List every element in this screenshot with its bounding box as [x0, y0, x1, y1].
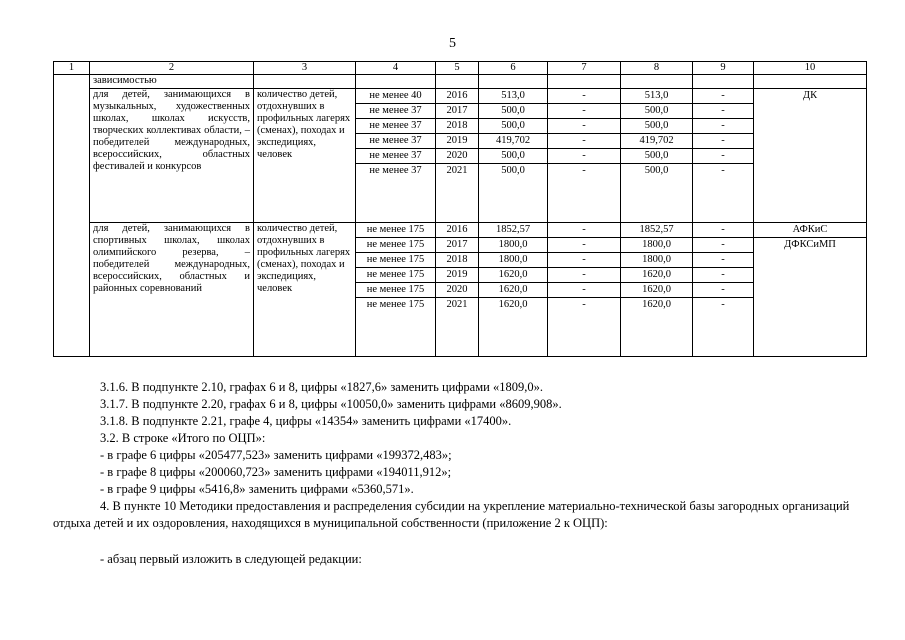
table-cell: -	[548, 238, 620, 253]
paragraph-3-1-8: 3.1.8. В подпункте 2.21, графе 4, цифры «14354» заменить цифрами «17400».	[100, 414, 512, 428]
year-cell	[436, 223, 479, 357]
table-cell: 1852,57	[479, 223, 547, 238]
table-cell: 419,702	[621, 134, 692, 149]
indicator-cell: количество детей, отдохнувших в профильных лагерях (сменах), походах и экспедициях, человек	[254, 89, 356, 223]
table-cell: -	[693, 253, 753, 268]
paragraph-3-1-6: 3.1.6. В подпункте 2.10, графах 6 и 8, цифры «1827,6» заменить цифрами «1809,0».	[100, 380, 543, 394]
table-cell: не менее 175	[356, 223, 435, 238]
page-number: 5	[449, 36, 456, 51]
table-cell: 500,0	[644, 165, 669, 176]
category-cell: для детей, занимающихся в спортивных школах, школах олимпийского резерва, – победителей международных, всероссийских, областных и районных соревнований	[90, 223, 254, 357]
table-cell: не менее 175	[356, 238, 435, 253]
local-cell	[693, 223, 754, 357]
table-cell: не менее 40	[356, 89, 435, 104]
table-cell: 1800,0	[479, 253, 547, 268]
table-cell: -	[548, 134, 620, 149]
col-header-10: 10	[754, 62, 867, 75]
regional-cell	[621, 223, 693, 357]
col-header-3: 3	[254, 62, 356, 75]
indicator-cell: количество детей, отдохнувших в профильных лагерях (сменах), походах и экспедициях, человек	[254, 223, 356, 357]
table-cell: 1620,0	[479, 283, 547, 298]
table-cell: не менее 37	[356, 104, 435, 119]
table-row-group	[54, 223, 867, 357]
table-cell: 1620,0	[621, 283, 692, 298]
continuation-text: зависимостью	[90, 75, 254, 89]
table-cell: -	[693, 283, 753, 298]
col-header-5: 5	[436, 62, 479, 75]
table-cell: -	[693, 238, 753, 253]
continuation-row	[54, 75, 867, 89]
table-cell: 2016	[436, 89, 478, 104]
executor-label: АФКиС	[754, 223, 866, 238]
paragraph-col9: - в графе 9 цифры «5416,8» заменить цифрами «5360,571».	[100, 482, 414, 496]
table-cell: 2017	[436, 238, 478, 253]
table-cell: 2018	[436, 119, 478, 134]
row-number-cell	[54, 75, 90, 357]
table-cell: -	[693, 268, 753, 283]
table-cell: 2021	[446, 165, 468, 176]
federal-cell	[548, 89, 621, 223]
col-header-9: 9	[693, 62, 754, 75]
table-cell: 513,0	[621, 89, 692, 104]
table-cell: 2020	[436, 149, 478, 164]
paragraph-3-1-7: 3.1.7. В подпункте 2.20, графах 6 и 8, цифры «10050,0» заменить цифрами «8609,908».	[100, 397, 562, 411]
regional-cell	[621, 89, 693, 223]
table-cell: не менее 37	[369, 165, 422, 176]
table-cell: 500,0	[621, 104, 692, 119]
table-cell: 2017	[436, 104, 478, 119]
table-cell: -	[582, 299, 586, 310]
table-cell: -	[721, 165, 725, 176]
table-cell: -	[693, 149, 753, 164]
col-header-6: 6	[479, 62, 548, 75]
table-cell: 513,0	[479, 89, 547, 104]
category-cell: для детей, занимающихся в музыкальных, художественных школах, школах искусств, творческих коллективах области, – победителей международных, всероссийских, областных фестивалей и конкурсов	[90, 89, 254, 223]
total-cell	[479, 89, 548, 223]
table-cell: 2021	[446, 299, 468, 310]
table-cell: 500,0	[479, 119, 547, 134]
col-header-1: 1	[54, 62, 90, 75]
table-cell: -	[693, 89, 753, 104]
paragraph-3-2: 3.2. В строке «Итого по ОЦП»:	[100, 431, 266, 445]
table-cell: не менее 37	[356, 149, 435, 164]
table-cell: -	[693, 134, 753, 149]
executor-label: ДФКСиМП	[784, 239, 836, 250]
executor-label: ДК	[802, 90, 818, 101]
table-cell: 1852,57	[621, 223, 692, 238]
table-cell: -	[693, 119, 753, 134]
executor-cell	[754, 223, 867, 357]
table-cell: не менее 175	[356, 253, 435, 268]
table-cell: 500,0	[621, 149, 692, 164]
table-cell: -	[548, 89, 620, 104]
federal-cell	[548, 223, 621, 357]
header-row	[54, 62, 867, 75]
table-cell: 500,0	[479, 104, 547, 119]
total-cell	[479, 223, 548, 357]
table-cell: -	[721, 299, 725, 310]
table-cell: 2016	[436, 223, 478, 238]
table-row-group	[54, 89, 867, 223]
table-cell: -	[548, 104, 620, 119]
year-cell	[436, 89, 479, 223]
table-cell: -	[548, 268, 620, 283]
table-cell: 2019	[436, 134, 478, 149]
paragraph-abzac: - абзац первый изложить в следующей редакции:	[100, 552, 362, 566]
table-cell: 419,702	[479, 134, 547, 149]
table-cell: 500,0	[479, 149, 547, 164]
local-cell	[693, 89, 754, 223]
indicator-value-cell	[356, 89, 436, 223]
table-cell: 2018	[436, 253, 478, 268]
table-cell: не менее 37	[356, 119, 435, 134]
table-cell: 1800,0	[621, 253, 692, 268]
table-cell: 500,0	[621, 119, 692, 134]
col-header-4: 4	[356, 62, 436, 75]
executor-cell	[754, 89, 867, 223]
table-cell: -	[548, 253, 620, 268]
table-cell: не менее 175	[366, 299, 425, 310]
table-cell: не менее 175	[356, 283, 435, 298]
table-cell: -	[548, 283, 620, 298]
paragraph-col8: - в графе 8 цифры «200060,723» заменить цифрами «194011,912»;	[100, 465, 452, 479]
paragraph-col6: - в графе 6 цифры «205477,523» заменить цифрами «199372,483»;	[100, 448, 452, 462]
table-cell: 1800,0	[621, 238, 692, 253]
table-cell: 1620,0	[642, 299, 671, 310]
table-cell: -	[548, 119, 620, 134]
paragraph-4: 4. В пункте 10 Методики предоставления и распределения субсидии на укрепление материально-технической базы загородных организаций отдыха детей и их оздоровления, находящихся в муниципальной собственности (приложение 2 к ОЦП):	[53, 499, 850, 530]
program-table	[53, 61, 867, 357]
table-cell: 2020	[436, 283, 478, 298]
table-cell: не менее 37	[356, 134, 435, 149]
table-cell: -	[693, 223, 753, 238]
table-cell: 2019	[436, 268, 478, 283]
table-cell: 500,0	[501, 165, 525, 176]
table-cell: 1620,0	[498, 299, 528, 310]
table-cell: 1620,0	[621, 268, 692, 283]
table-cell: -	[582, 165, 586, 176]
table-cell: -	[548, 149, 620, 164]
col-header-7: 7	[548, 62, 621, 75]
table-cell: -	[693, 104, 753, 119]
table-cell: 1620,0	[479, 268, 547, 283]
table-cell: -	[548, 223, 620, 238]
col-header-8: 8	[621, 62, 693, 75]
col-header-2: 2	[90, 62, 254, 75]
indicator-value-cell	[356, 223, 436, 357]
table-cell: не менее 175	[356, 268, 435, 283]
table-cell: 1800,0	[479, 238, 547, 253]
